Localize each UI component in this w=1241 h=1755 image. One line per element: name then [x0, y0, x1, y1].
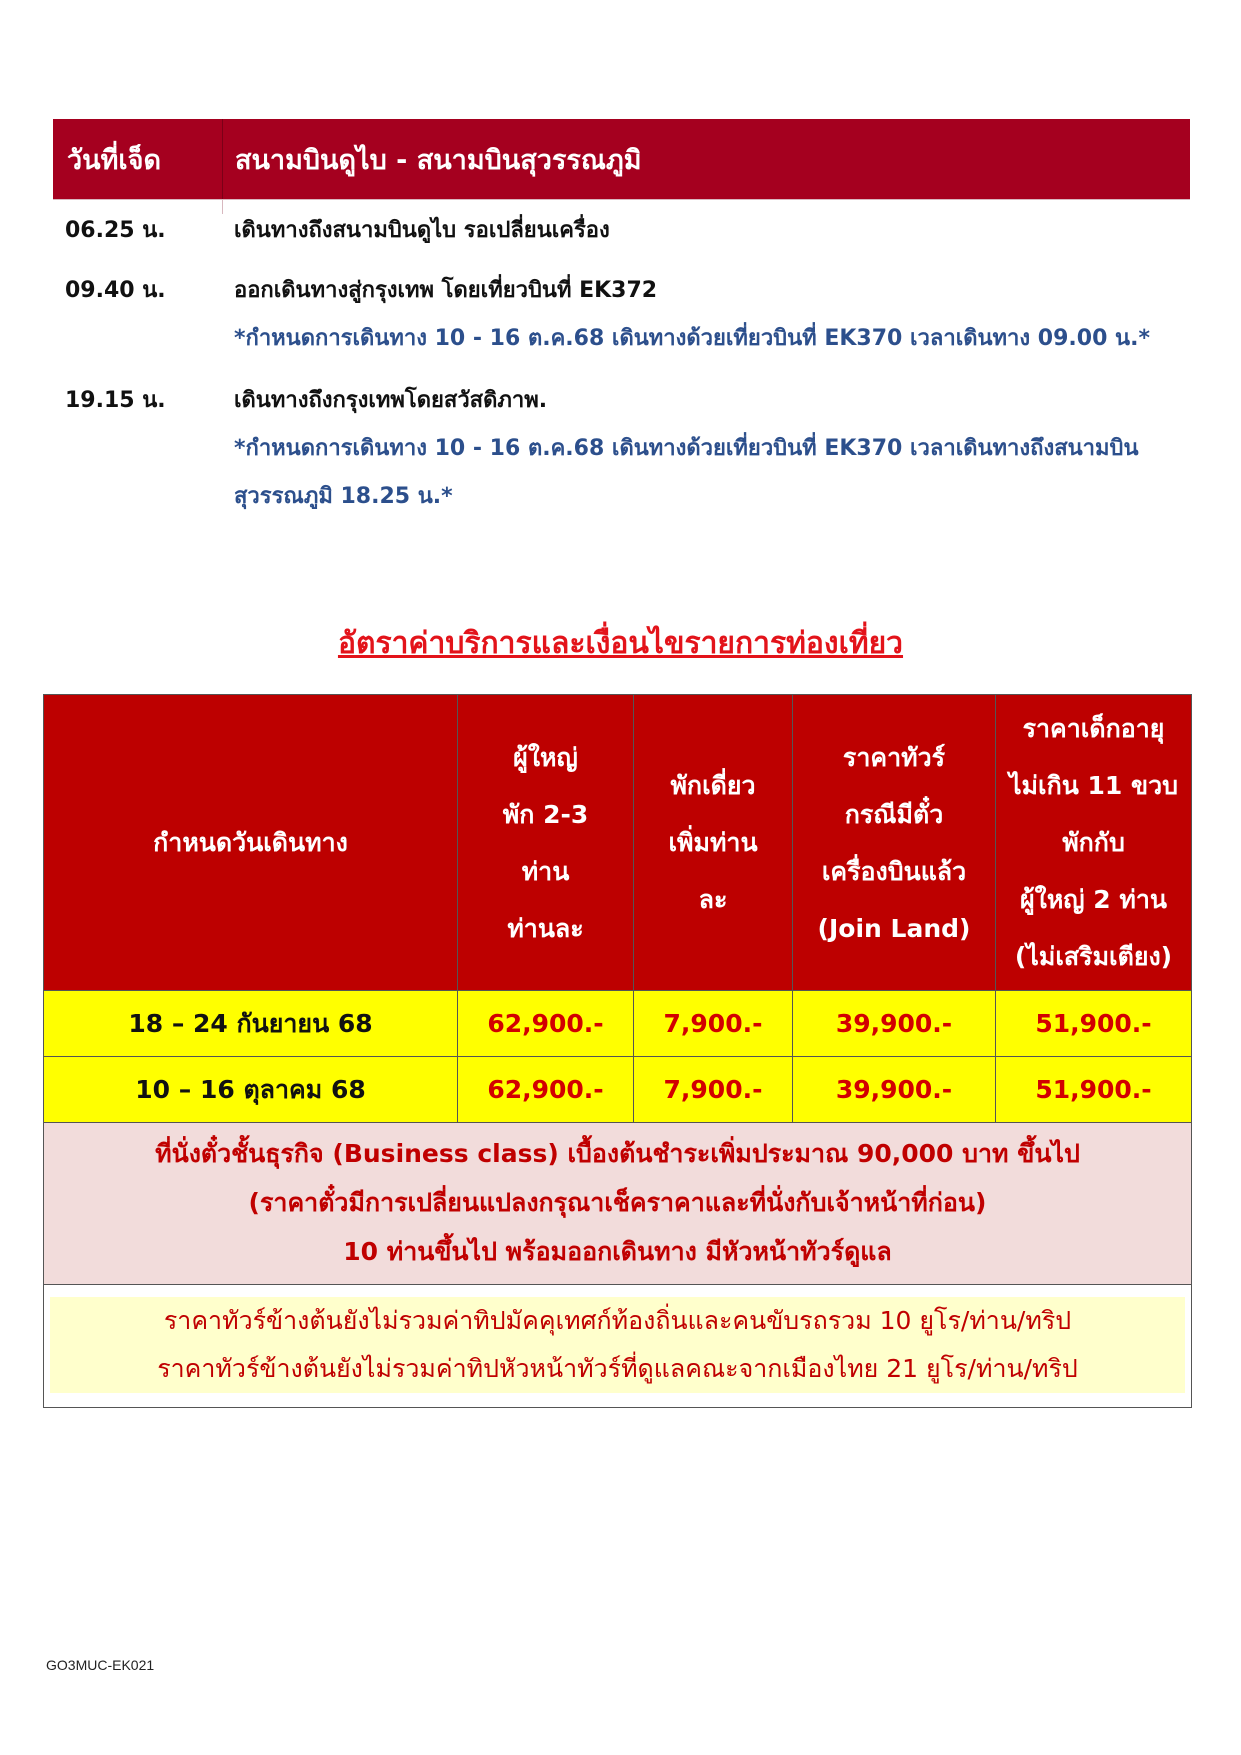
condition-note: (ราคาตั๋วมีการเปลี่ยนแปลงกรุณาเช็คราคาและที่นั่งกับเจ้าหน้าที่ก่อน) — [248, 1188, 987, 1217]
price-table — [43, 694, 1192, 1408]
header-child-price: ราคาเด็กอายุ ไม่เกิน 11 ขวบ พักกับ ผู้ใหญ่ 2 ท่าน (ไม่เสริมเตียง) — [996, 695, 1192, 991]
schedule-time: 19.15 น. — [65, 388, 166, 413]
table-row — [44, 991, 1192, 1057]
header-adult-price: ผู้ใหญ่ พัก 2-3 ท่าน ท่านละ — [458, 695, 634, 991]
document-code: GO3MUC-EK021 — [46, 1657, 155, 1673]
schedule-rule — [53, 199, 1190, 200]
join-land-price-cell: 39,900.- — [793, 991, 996, 1057]
child-price-cell: 51,900.- — [996, 1057, 1192, 1123]
tips-cell — [44, 1285, 1192, 1408]
header-single-supplement: พักเดี่ยว เพิ่มท่าน ละ — [634, 695, 793, 991]
child-price-cell: 51,900.- — [996, 991, 1192, 1057]
schedule-text: เดินทางถึงกรุงเทพโดยสวัสดิภาพ. — [234, 388, 548, 413]
table-row — [44, 1057, 1192, 1123]
schedule-note: *กำหนดการเดินทาง 10 - 16 ต.ค.68 เดินทางด้วยเที่ยวบินที่ EK370 เวลาเดินทางถึงสนามบิน — [234, 436, 1139, 461]
day-header — [53, 119, 1190, 199]
condition-note: 10 ท่านขึ้นไป พร้อมออกเดินทาง มีหัวหน้าทัวร์ดูแล — [343, 1237, 892, 1266]
schedule-note-continued: สุวรรณภูมิ 18.25 น.* — [234, 484, 453, 509]
condition-note: ที่นั่งตั๋วชั้นธุรกิจ (Business class) เบื้องต้นชำระเพิ่มประมาณ 90,000 บาท ขึ้นไป — [155, 1139, 1080, 1168]
single-supplement-cell: 7,900.- — [634, 1057, 793, 1123]
price-header-row — [44, 695, 1192, 991]
schedule-text: เดินทางถึงสนามบินดูไบ รอเปลี่ยนเครื่อง — [234, 218, 610, 243]
tip-note: ราคาทัวร์ข้างต้นยังไม่รวมค่าทิปมัคคุเทศก์ท้องถิ่นและคนขับรถรวม 10 ยูโร/ท่าน/ทริป — [163, 1306, 1072, 1335]
conditions-row — [44, 1123, 1192, 1285]
tip-note: ราคาทัวร์ข้างต้นยังไม่รวมค่าทิปหัวหน้าทัวร์ที่ดูแลคณะจากเมืองไทย 21 ยูโร/ท่าน/ทริป — [157, 1354, 1078, 1383]
travel-date-cell: 10 – 16 ตุลาคม 68 — [44, 1057, 458, 1123]
tips-row — [44, 1285, 1192, 1408]
schedule-divider — [222, 199, 223, 214]
single-supplement-cell: 7,900.- — [634, 991, 793, 1057]
schedule-note: *กำหนดการเดินทาง 10 - 16 ต.ค.68 เดินทางด้วยเที่ยวบินที่ EK370 เวลาเดินทาง 09.00 น.* — [234, 326, 1150, 351]
conditions-cell — [44, 1123, 1192, 1285]
schedule-time: 06.25 น. — [65, 218, 166, 243]
travel-date-cell: 18 – 24 กันยายน 68 — [44, 991, 458, 1057]
route-title: สนามบินดูไบ - สนามบินสุวรรณภูมิ — [235, 144, 642, 176]
tips-box — [50, 1297, 1185, 1393]
adult-price-cell: 62,900.- — [458, 991, 634, 1057]
header-join-land: ราคาทัวร์ กรณีมีตั๋ว เครื่องบินแล้ว (Join Land) — [793, 695, 996, 991]
pricing-title: อัตราค่าบริการและเงื่อนไขรายการท่องเที่ยว — [337, 626, 904, 661]
day-label: วันที่เจ็ด — [53, 119, 223, 199]
header-travel-date: กำหนดวันเดินทาง — [44, 695, 458, 991]
adult-price-cell: 62,900.- — [458, 1057, 634, 1123]
schedule-time: 09.40 น. — [65, 278, 166, 303]
join-land-price-cell: 39,900.- — [793, 1057, 996, 1123]
schedule-text: ออกเดินทางสู่กรุงเทพ โดยเที่ยวบินที่ EK372 — [234, 278, 658, 303]
